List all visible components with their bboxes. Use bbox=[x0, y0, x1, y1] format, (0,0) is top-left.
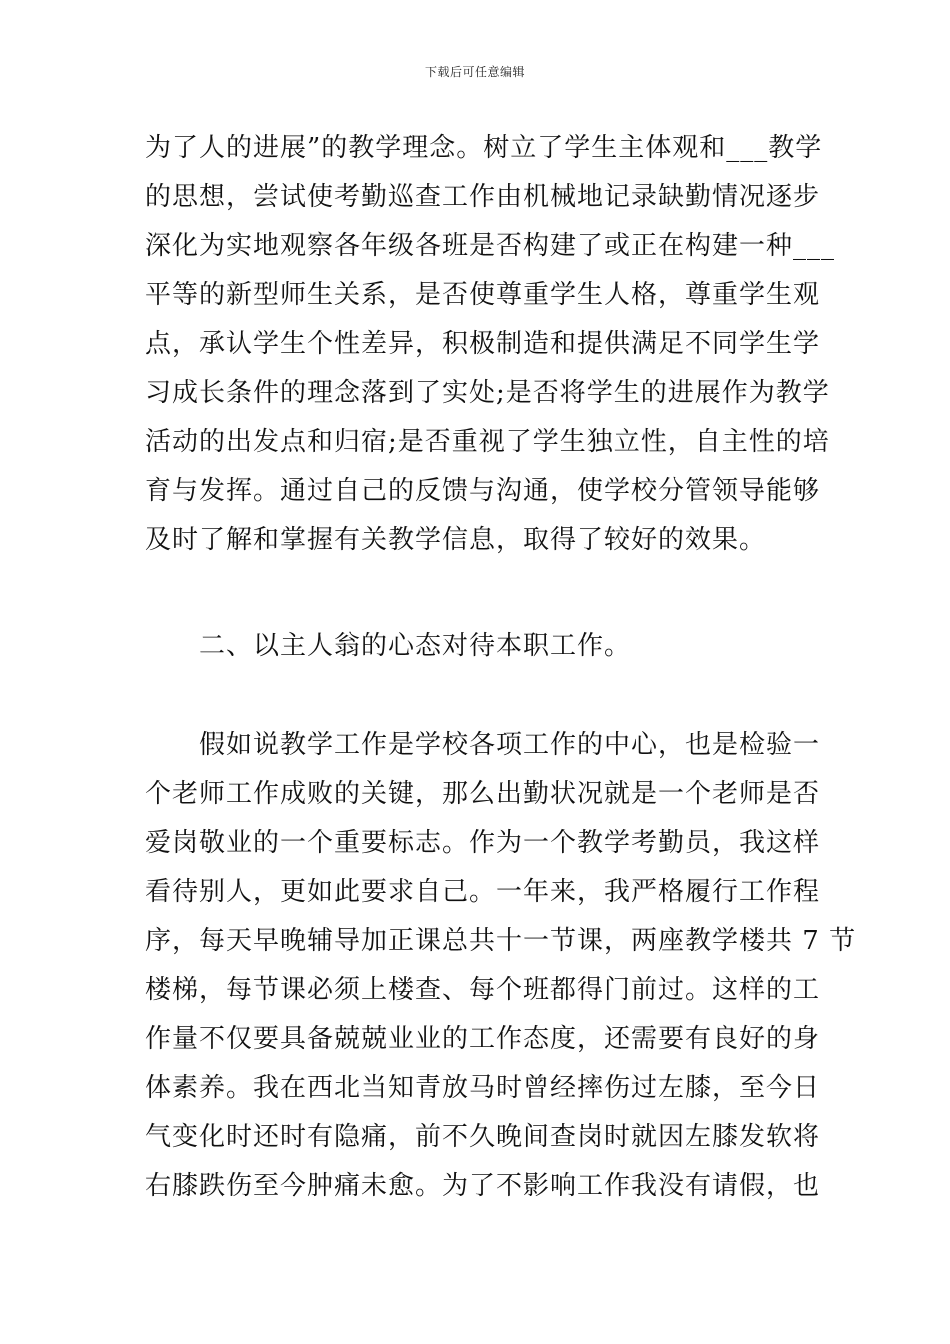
paragraph-line: 的思想，尝试使考勤巡查工作由机械地记录缺勤情况逐步 bbox=[145, 182, 821, 212]
paragraph-line: 右膝跌伤至今肿痛未愈。为了不影响工作我没有请假，也 bbox=[145, 1171, 821, 1201]
page-header: 下载后可任意编辑 bbox=[424, 65, 525, 79]
paragraph-line: 活动的出发点和归宿;是否重视了学生独立性，自主性的培 bbox=[145, 427, 830, 457]
paragraph-line: 序，每天早晚辅导加正课总共十一节课，两座教学楼共 7 节 bbox=[145, 926, 857, 956]
paragraph-line: 作量不仅要具备兢兢业业的工作态度，还需要有良好的身 bbox=[145, 1024, 821, 1054]
paragraph-line: 深化为实地观察各年级各班是否构建了或正在构建一种___ bbox=[145, 231, 836, 261]
paragraph-line: 为了人的进展”的教学理念。树立了学生主体观和___教学 bbox=[145, 133, 823, 163]
section-heading-text: 二、以主人翁的心态对待本职工作。 bbox=[199, 631, 632, 661]
paragraph-line: 假如说教学工作是学校各项工作的中心，也是检验一 bbox=[199, 730, 821, 760]
paragraph-line: 平等的新型师生关系，是否使尊重学生人格，尊重学生观 bbox=[145, 280, 821, 310]
paragraph-line: 习成长条件的理念落到了实处;是否将学生的进展作为教学 bbox=[145, 378, 830, 408]
paragraph-line: 看待别人，更如此要求自己。一年来，我严格履行工作程 bbox=[145, 877, 821, 907]
section-heading bbox=[145, 622, 810, 671]
paragraph-line: 爱岗敬业的一个重要标志。作为一个教学考勤员，我这样 bbox=[145, 828, 821, 858]
paragraph-line: 点，承认学生个性差异，积极制造和提供满足不同学生学 bbox=[145, 329, 821, 359]
paragraph-line: 个老师工作成败的关键，那么出勤状况就是一个老师是否 bbox=[145, 779, 821, 809]
paragraph-1 bbox=[145, 124, 836, 565]
paragraph-2 bbox=[145, 721, 857, 1211]
paragraph-line: 体素养。我在西北当知青放马时曾经摔伤过左膝，至今日 bbox=[145, 1073, 821, 1103]
paragraph-line: 楼梯，每节课必须上楼查、每个班都得门前过。这样的工 bbox=[145, 975, 821, 1005]
paragraph-line: 育与发挥。通过自己的反馈与沟通，使学校分管领导能够 bbox=[145, 476, 821, 506]
paragraph-line: 气变化时还时有隐痛，前不久晚间查岗时就因左膝发软将 bbox=[145, 1122, 821, 1152]
paragraph-line: 及时了解和掌握有关教学信息，取得了较好的效果。 bbox=[145, 525, 767, 555]
